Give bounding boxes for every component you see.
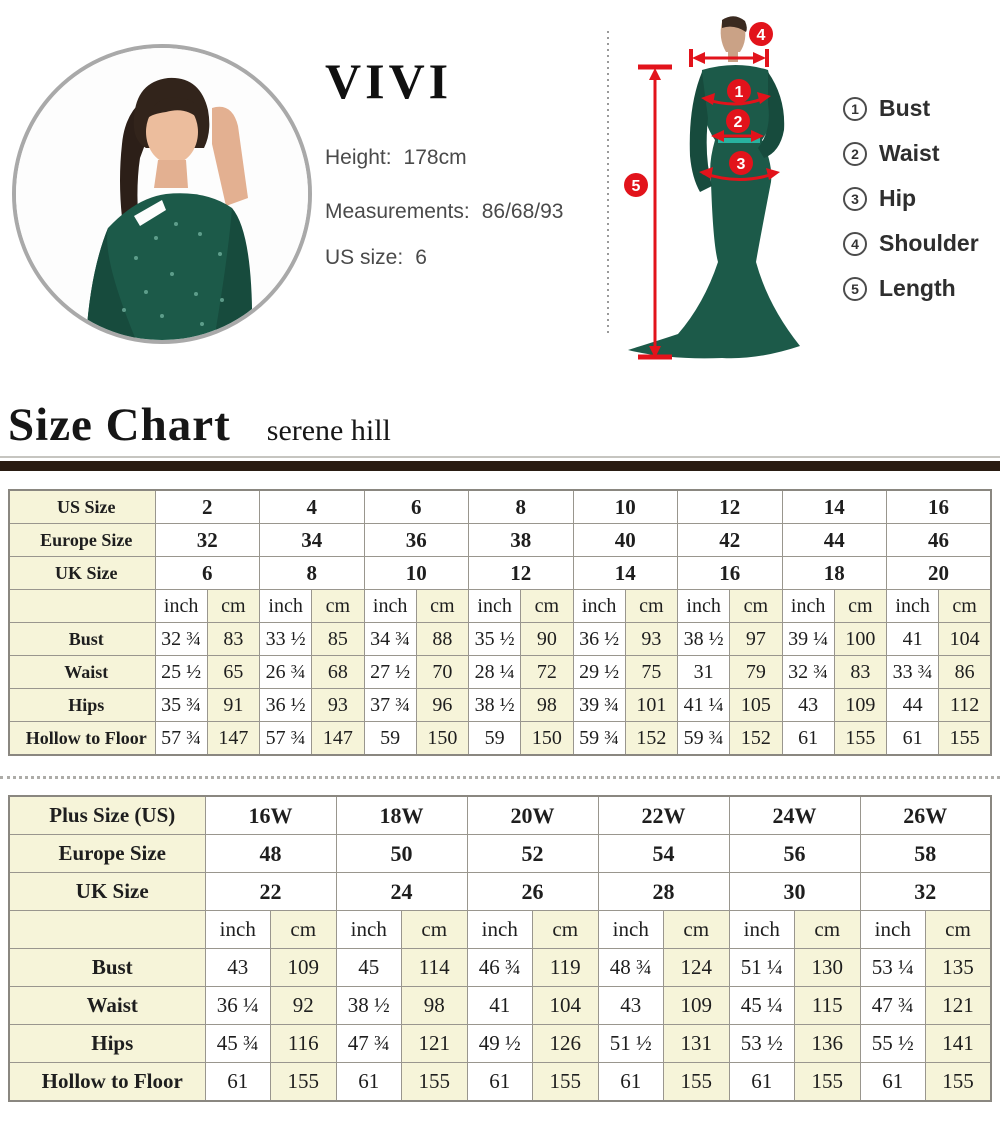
measure-inch-value: 45 ¾ (205, 1025, 271, 1063)
measure-cm-value: 104 (939, 623, 991, 656)
measure-cm-value: 155 (402, 1063, 468, 1102)
measure-cm-value: 112 (939, 689, 991, 722)
measure-cm-value: 93 (312, 689, 364, 722)
plus-sizes-table (8, 795, 992, 1102)
measure-cm-value: 136 (795, 1025, 861, 1063)
measure-inch-value: 41 ¼ (678, 689, 730, 722)
standard-sizes-table (8, 489, 992, 756)
size-value: 44 (782, 524, 887, 557)
measure-cm-value: 98 (402, 987, 468, 1025)
measure-cm-value: 155 (926, 1063, 992, 1102)
measure-inch-value: 37 ¾ (364, 689, 416, 722)
unit-inch-header: inch (598, 911, 664, 949)
measure-cm-value: 121 (926, 987, 992, 1025)
size-value: 22 (205, 873, 336, 911)
measure-inch-value: 51 ½ (598, 1025, 664, 1063)
measure-row (9, 623, 991, 656)
measure-inch-value: 38 ½ (678, 623, 730, 656)
unit-inch-header: inch (887, 590, 939, 623)
unit-header-row (9, 590, 991, 623)
unit-inch-header: inch (336, 911, 402, 949)
unit-inch-header: inch (260, 590, 312, 623)
unit-cm-header: cm (834, 590, 886, 623)
unit-inch-header: inch (205, 911, 271, 949)
legend-label: Shoulder (879, 230, 979, 256)
measure-inch-value: 31 (678, 656, 730, 689)
size-value: 34 (260, 524, 365, 557)
empty-label-cell (9, 911, 205, 949)
measure-cm-value: 155 (939, 722, 991, 756)
size-value: 16W (205, 796, 336, 835)
section-title: Size Chart (8, 399, 231, 451)
plus-size-table-wrap (8, 795, 992, 1102)
unit-cm-header: cm (730, 590, 782, 623)
size-row (9, 835, 991, 873)
measure-inch-value: 41 (467, 987, 533, 1025)
unit-cm-header: cm (312, 590, 364, 623)
legend-item (843, 86, 979, 131)
legend-number: 2 (843, 142, 867, 166)
size-value: 52 (467, 835, 598, 873)
measure-cm-value: 135 (926, 949, 992, 987)
legend-item (843, 221, 979, 266)
measure-cm-value: 119 (533, 949, 599, 987)
measure-cm-value: 83 (834, 656, 886, 689)
size-value: 50 (336, 835, 467, 873)
measure-cm-value: 109 (834, 689, 886, 722)
measure-cm-value: 72 (521, 656, 573, 689)
measure-inch-value: 32 ¾ (782, 656, 834, 689)
measure-cm-value: 88 (416, 623, 468, 656)
size-value: 32 (155, 524, 260, 557)
row-label: Waist (9, 656, 155, 689)
unit-inch-header: inch (782, 590, 834, 623)
size-value: 10 (573, 490, 678, 524)
legend-item (843, 266, 979, 311)
measure-cm-value: 152 (625, 722, 677, 756)
size-value: 58 (860, 835, 991, 873)
measure-inch-value: 49 ½ (467, 1025, 533, 1063)
legend-label: Waist (879, 140, 940, 166)
size-value: 18W (336, 796, 467, 835)
size-value: 40 (573, 524, 678, 557)
measure-inch-value: 28 ¼ (469, 656, 521, 689)
size-value: 20 (887, 557, 992, 590)
model-photo-illustration (16, 48, 308, 340)
measure-inch-value: 39 ¾ (573, 689, 625, 722)
unit-cm-header: cm (625, 590, 677, 623)
unit-inch-header: inch (729, 911, 795, 949)
measure-inch-value: 45 ¼ (729, 987, 795, 1025)
measure-cm-value: 150 (416, 722, 468, 756)
size-value: 48 (205, 835, 336, 873)
size-value: 56 (729, 835, 860, 873)
row-label: Bust (9, 623, 155, 656)
size-value: 12 (469, 557, 574, 590)
size-value: 18 (782, 557, 887, 590)
row-label: Plus Size (US) (9, 796, 205, 835)
size-value: 20W (467, 796, 598, 835)
measure-inch-value: 36 ½ (260, 689, 312, 722)
row-label: Europe Size (9, 524, 155, 557)
unit-inch-header: inch (364, 590, 416, 623)
measure-inch-value: 29 ½ (573, 656, 625, 689)
measure-cm-value: 147 (207, 722, 259, 756)
unit-cm-header: cm (664, 911, 730, 949)
measure-inch-value: 51 ¼ (729, 949, 795, 987)
measure-inch-value: 38 ½ (336, 987, 402, 1025)
measure-inch-value: 61 (336, 1063, 402, 1102)
unit-cm-header: cm (521, 590, 573, 623)
measure-cm-value: 85 (312, 623, 364, 656)
unit-cm-header: cm (926, 911, 992, 949)
measure-cm-value: 150 (521, 722, 573, 756)
measure-inch-value: 33 ¾ (887, 656, 939, 689)
size-value: 16 (887, 490, 992, 524)
measure-cm-value: 121 (402, 1025, 468, 1063)
row-label: Waist (9, 987, 205, 1025)
measure-cm-value: 98 (521, 689, 573, 722)
measure-cm-value: 155 (795, 1063, 861, 1102)
measurements-label: Measurements: (325, 200, 470, 223)
heading-rule-light (0, 456, 1000, 458)
measure-inch-value: 61 (467, 1063, 533, 1102)
measure-inch-value: 32 ¾ (155, 623, 207, 656)
measure-cm-value: 155 (271, 1063, 337, 1102)
section-subtitle: serene hill (266, 414, 391, 447)
section-heading (8, 398, 391, 452)
legend-label: Bust (879, 95, 931, 121)
measure-cm-value: 75 (625, 656, 677, 689)
measure-cm-value: 124 (664, 949, 730, 987)
unit-inch-header: inch (467, 911, 533, 949)
measure-cm-value: 155 (834, 722, 886, 756)
empty-label-cell (9, 590, 155, 623)
measure-inch-value: 27 ½ (364, 656, 416, 689)
size-value: 30 (729, 873, 860, 911)
measure-row (9, 987, 991, 1025)
size-value: 6 (155, 557, 260, 590)
size-value: 10 (364, 557, 469, 590)
unit-cm-header: cm (271, 911, 337, 949)
measure-inch-value: 43 (205, 949, 271, 987)
measure-cm-value: 155 (533, 1063, 599, 1102)
measure-inch-value: 25 ½ (155, 656, 207, 689)
legend-number: 1 (843, 97, 867, 121)
measure-inch-value: 61 (598, 1063, 664, 1102)
row-label: US Size (9, 490, 155, 524)
measure-inch-value: 35 ¾ (155, 689, 207, 722)
size-value: 28 (598, 873, 729, 911)
measure-row (9, 722, 991, 756)
measure-inch-value: 47 ¾ (336, 1025, 402, 1063)
unit-cm-header: cm (939, 590, 991, 623)
row-label: Europe Size (9, 835, 205, 873)
size-row (9, 873, 991, 911)
size-value: 14 (573, 557, 678, 590)
size-value: 4 (260, 490, 365, 524)
size-value: 26W (860, 796, 991, 835)
size-value: 26 (467, 873, 598, 911)
measure-cm-value: 96 (416, 689, 468, 722)
measure-inch-value: 53 ½ (729, 1025, 795, 1063)
measure-cm-value: 115 (795, 987, 861, 1025)
measure-inch-value: 53 ¼ (860, 949, 926, 987)
measure-cm-value: 93 (625, 623, 677, 656)
legend-item (843, 176, 979, 221)
measure-cm-value: 100 (834, 623, 886, 656)
unit-cm-header: cm (402, 911, 468, 949)
marker-2: 2 (733, 114, 743, 131)
size-value: 2 (155, 490, 260, 524)
legend-label: Length (879, 275, 956, 301)
measure-cm-value: 83 (207, 623, 259, 656)
size-value: 46 (887, 524, 992, 557)
size-value: 36 (364, 524, 469, 557)
measure-cm-value: 65 (207, 656, 259, 689)
marker-3: 3 (736, 156, 746, 173)
row-label: Bust (9, 949, 205, 987)
row-label: Hips (9, 1025, 205, 1063)
measure-cm-value: 130 (795, 949, 861, 987)
row-label: Hips (9, 689, 155, 722)
measure-inch-value: 61 (729, 1063, 795, 1102)
model-us-size (325, 246, 427, 270)
row-label: Hollow to Floor (9, 1063, 205, 1102)
size-row (9, 557, 991, 590)
measure-inch-value: 38 ½ (469, 689, 521, 722)
size-value: 14 (782, 490, 887, 524)
measure-inch-value: 59 ¾ (573, 722, 625, 756)
measurements-value: 86/68/93 (481, 200, 564, 223)
measure-inch-value: 36 ½ (573, 623, 625, 656)
unit-cm-header: cm (533, 911, 599, 949)
unit-inch-header: inch (573, 590, 625, 623)
measure-cm-value: 90 (521, 623, 573, 656)
measure-cm-value: 101 (625, 689, 677, 722)
model-measurements (325, 200, 563, 224)
measure-inch-value: 26 ¾ (260, 656, 312, 689)
measure-inch-value: 61 (782, 722, 834, 756)
us-size-label: US size: (325, 246, 404, 269)
measure-inch-value: 41 (887, 623, 939, 656)
size-value: 12 (678, 490, 783, 524)
heading-rule-dark (0, 461, 1000, 471)
measure-row (9, 1025, 991, 1063)
legend-label: Hip (879, 185, 917, 211)
measure-cm-value: 114 (402, 949, 468, 987)
size-value: 24 (336, 873, 467, 911)
size-value: 8 (260, 557, 365, 590)
size-row (9, 796, 991, 835)
unit-inch-header: inch (469, 590, 521, 623)
measure-inch-value: 34 ¾ (364, 623, 416, 656)
unit-inch-header: inch (860, 911, 926, 949)
size-value: 22W (598, 796, 729, 835)
measure-inch-value: 36 ¼ (205, 987, 271, 1025)
measure-cm-value: 91 (207, 689, 259, 722)
measure-row (9, 689, 991, 722)
size-value: 16 (678, 557, 783, 590)
measure-cm-value: 92 (271, 987, 337, 1025)
measure-cm-value: 70 (416, 656, 468, 689)
size-value: 38 (469, 524, 574, 557)
standard-size-table-wrap (8, 489, 992, 756)
measure-inch-value: 48 ¾ (598, 949, 664, 987)
measure-cm-value: 152 (730, 722, 782, 756)
measure-inch-value: 44 (887, 689, 939, 722)
measure-inch-value: 35 ½ (469, 623, 521, 656)
legend-item (843, 131, 979, 176)
row-label: UK Size (9, 873, 205, 911)
measure-cm-value: 105 (730, 689, 782, 722)
measure-inch-value: 43 (598, 987, 664, 1025)
unit-cm-header: cm (207, 590, 259, 623)
measure-cm-value: 68 (312, 656, 364, 689)
measure-cm-value: 109 (271, 949, 337, 987)
marker-5: 5 (631, 178, 641, 195)
us-size-value: 6 (415, 246, 427, 269)
unit-header-row (9, 911, 991, 949)
marker-4: 4 (756, 27, 766, 44)
legend-number: 3 (843, 187, 867, 211)
unit-cm-header: cm (416, 590, 468, 623)
measure-cm-value: 141 (926, 1025, 992, 1063)
size-row (9, 490, 991, 524)
size-value: 8 (469, 490, 574, 524)
measure-cm-value: 126 (533, 1025, 599, 1063)
size-value: 54 (598, 835, 729, 873)
measure-inch-value: 59 (469, 722, 521, 756)
measure-cm-value: 116 (271, 1025, 337, 1063)
size-value: 6 (364, 490, 469, 524)
model-height (325, 146, 467, 170)
height-value: 178cm (403, 146, 467, 169)
measure-cm-value: 97 (730, 623, 782, 656)
unit-inch-header: inch (678, 590, 730, 623)
brand-name: VIVI (325, 53, 453, 109)
legend-number: 5 (843, 277, 867, 301)
unit-inch-header: inch (155, 590, 207, 623)
measure-inch-value: 43 (782, 689, 834, 722)
measure-cm-value: 131 (664, 1025, 730, 1063)
legend-number: 4 (843, 232, 867, 256)
measure-inch-value: 61 (860, 1063, 926, 1102)
size-value: 24W (729, 796, 860, 835)
measurement-diagram (572, 6, 844, 382)
unit-cm-header: cm (795, 911, 861, 949)
measure-cm-value: 86 (939, 656, 991, 689)
measure-cm-value: 155 (664, 1063, 730, 1102)
size-value: 42 (678, 524, 783, 557)
measure-row (9, 656, 991, 689)
height-label: Height: (325, 146, 392, 169)
measure-inch-value: 59 ¾ (678, 722, 730, 756)
measure-cm-value: 147 (312, 722, 364, 756)
measure-inch-value: 57 ¾ (260, 722, 312, 756)
measure-row (9, 1063, 991, 1102)
measure-inch-value: 55 ½ (860, 1025, 926, 1063)
measurement-legend (843, 86, 979, 311)
row-label: UK Size (9, 557, 155, 590)
marker-1: 1 (734, 84, 744, 101)
measure-inch-value: 61 (887, 722, 939, 756)
measure-inch-value: 39 ¼ (782, 623, 834, 656)
measure-inch-value: 57 ¾ (155, 722, 207, 756)
measure-row (9, 949, 991, 987)
size-value: 32 (860, 873, 991, 911)
measure-cm-value: 109 (664, 987, 730, 1025)
model-photo (12, 44, 312, 344)
measure-cm-value: 104 (533, 987, 599, 1025)
measure-inch-value: 59 (364, 722, 416, 756)
size-row (9, 524, 991, 557)
row-label: Hollow to Floor (9, 722, 155, 756)
measure-inch-value: 61 (205, 1063, 271, 1102)
measure-inch-value: 45 (336, 949, 402, 987)
measure-cm-value: 79 (730, 656, 782, 689)
measure-inch-value: 47 ¾ (860, 987, 926, 1025)
measure-inch-value: 46 ¾ (467, 949, 533, 987)
table-divider-dotted (0, 776, 1000, 779)
measure-inch-value: 33 ½ (260, 623, 312, 656)
